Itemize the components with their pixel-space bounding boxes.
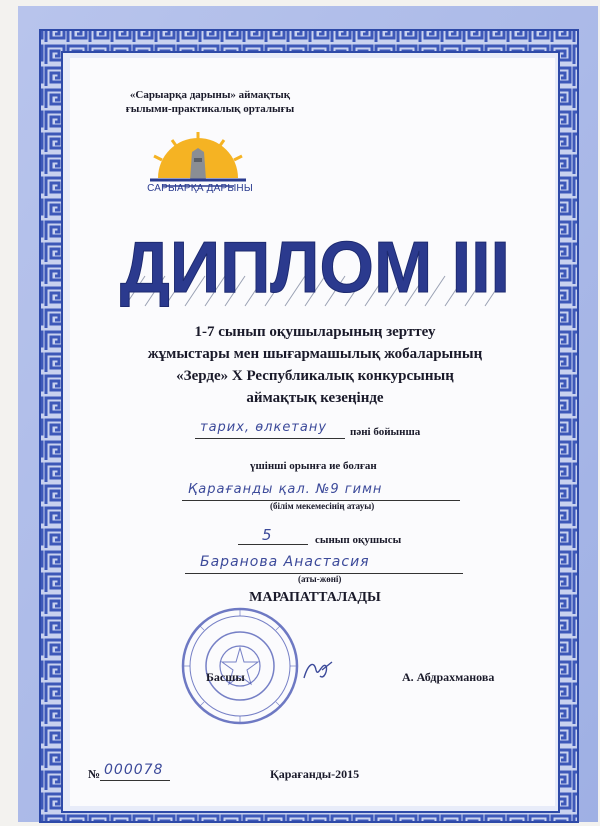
student-caption: (аты-жөні) bbox=[298, 574, 342, 584]
grade-underline bbox=[238, 544, 308, 545]
subject-handwritten: тарих, өлкетану bbox=[200, 420, 328, 435]
logo-text: САРЫАРҚА ДАРЫНЫ bbox=[147, 183, 253, 194]
signature-icon bbox=[300, 656, 336, 686]
school-caption: (білім мекемесінің атауы) bbox=[270, 501, 375, 511]
number-underline bbox=[100, 780, 170, 781]
grade-suffix: сынып оқушысы bbox=[315, 534, 402, 546]
official-stamp-icon bbox=[180, 606, 300, 726]
subject-suffix: пәні бойынша bbox=[350, 426, 421, 438]
number-handwritten: 000078 bbox=[104, 762, 164, 778]
award-text: МАРАПАТТАЛАДЫ bbox=[249, 590, 381, 605]
school-handwritten: Қарағанды қал. №9 гимн bbox=[188, 482, 383, 497]
organization-line-2: ғылыми-практикалық орталығы bbox=[125, 103, 295, 115]
body-line-1: 1-7 сынып оқушыларының зерттеу bbox=[194, 324, 436, 340]
student-handwritten: Баранова Анастасия bbox=[200, 554, 370, 570]
body-line-3: «Зерде» Х Республикалық конкурсының bbox=[176, 368, 454, 384]
place-text: үшінші орынға ие болған bbox=[250, 460, 377, 472]
director-name: А. Абдрахманова bbox=[402, 670, 495, 684]
city-year: Қарағанды-2015 bbox=[270, 767, 360, 781]
organization-header bbox=[110, 88, 310, 116]
grade-handwritten: 5 bbox=[262, 526, 273, 544]
subject-underline bbox=[195, 438, 345, 439]
number-prefix: № bbox=[88, 767, 101, 781]
diploma-title bbox=[105, 228, 525, 308]
organization-line-1: «Сарыарқа дарыны» аймақтық bbox=[129, 89, 291, 101]
diploma-title-text: ДИПЛОМ III bbox=[120, 228, 510, 308]
body-line-2: жұмыстары мен шығармашылық жобаларының bbox=[147, 346, 483, 362]
director-label: Басшы bbox=[206, 670, 245, 684]
body-line-4: аймақтық кезеңінде bbox=[246, 390, 384, 406]
